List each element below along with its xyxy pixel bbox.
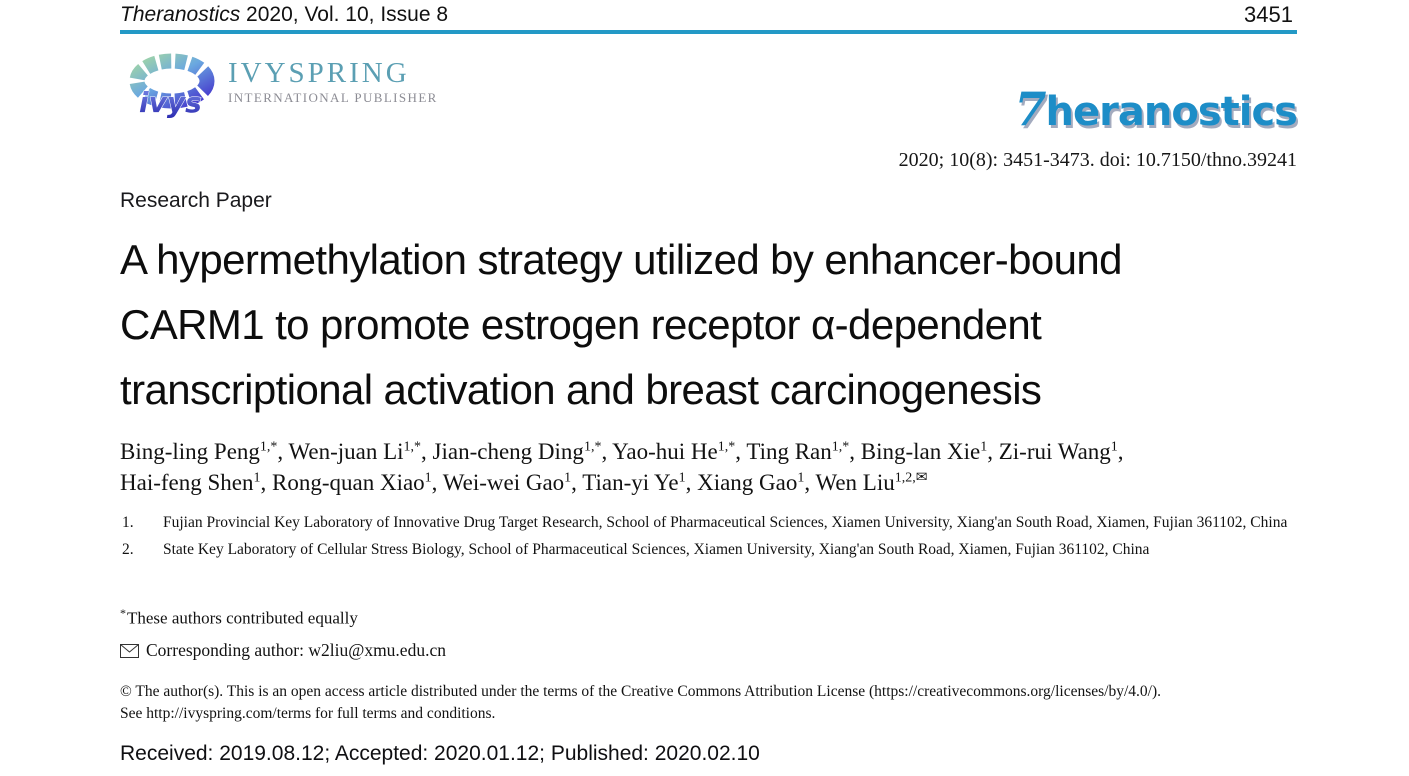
author-line-1: Bing-ling Peng$^{1,*}$, Wen-juan $Li^{1,*}$, Jian-cheng Ding$^{1,*}$, Yao-hui $He^{1,*}$, Ting Ran$^{1,*}$, Bing-lan Xie$^1$, Zi-rui Wang$^1$,: [120, 439, 1124, 464]
equal-contribution-note: [120, 606, 358, 629]
theranostics-logo: [899, 82, 1297, 136]
journal-name: Theranostics: [120, 3, 241, 26]
license-line-1: © The author(s). This is an open access article distributed under the terms of the Creative Commons Attribution License (https://creativecommons.org/licenses/by/4.0/).: [120, 683, 1161, 700]
masthead-rule: [120, 30, 1297, 34]
publisher-subtitle: INTERNATIONAL PUBLISHER: [228, 90, 438, 106]
issue-info: 2020, Vol. 10, Issue 8: [240, 3, 449, 26]
citation-doi: 2020; 10(8): 3451-3473. doi: 10.7150/thno.39241: [898, 149, 1297, 171]
ring-monogram: ivys: [139, 86, 202, 119]
title-line-2: CARM1 to promote estrogen receptor α-dependent: [120, 301, 1042, 348]
title-line-3: transcriptional activation and breast carcinogenesis: [120, 366, 1042, 413]
publisher-text: [228, 52, 438, 106]
logo-rest: heranostics: [1045, 89, 1297, 135]
affiliation-item: State Key Laboratory of Cellular Stress Biology, School of Pharmaceutical Sciences, Xiamen University, Xiang'an South Road, Xiamen, Fujian 361102, China: [163, 541, 1150, 558]
license-line-2: See http://ivyspring.com/terms for full terms and conditions.: [120, 705, 496, 722]
corresponding-author-note: [120, 640, 446, 661]
masthead-journal-line: [120, 3, 448, 27]
ivyspring-ring-logo-icon: [126, 52, 218, 122]
asterisk-mark: *: [120, 606, 126, 620]
article-title: [120, 227, 1315, 422]
equal-contribution-text: These authors contributed equally: [127, 608, 358, 628]
affiliation-list: [122, 512, 1302, 566]
publisher-logo-block: [126, 52, 438, 122]
dates-line: Received: 2019.08.12; Accepted: 2020.01.12; Published: 2020.02.10: [120, 742, 760, 765]
brand-block: [898, 82, 1297, 172]
title-line-1: A hypermethylation strategy utilized by enhancer-bound: [120, 236, 1122, 283]
author-line-2: Hai-feng Shen$^1$, Rong-quan Xiao$^1$, Wei-wei Gao$^1$, Tian-yi Ye$^1$, Xiang Gao$^1$, Wen Liu$^{1,2,✉}$: [120, 470, 928, 495]
page-number: 3451: [1244, 2, 1293, 27]
corresponding-author-text: Corresponding author: w2liu@xmu.edu.cn: [146, 640, 446, 660]
logo-initial: 7: [1014, 82, 1046, 136]
author-list: [120, 436, 1320, 498]
envelope-icon: [120, 644, 139, 658]
publisher-name: IVYSPRING: [228, 57, 410, 89]
article-type-label: Research Paper: [120, 189, 272, 212]
affiliation-item: Fujian Provincial Key Laboratory of Innovative Drug Target Research, School of Pharmaceutical Sciences, Xiamen University, Xiang'an South Road, Xiamen, Fujian 361102, China: [163, 514, 1288, 531]
license-text: [120, 681, 1305, 725]
